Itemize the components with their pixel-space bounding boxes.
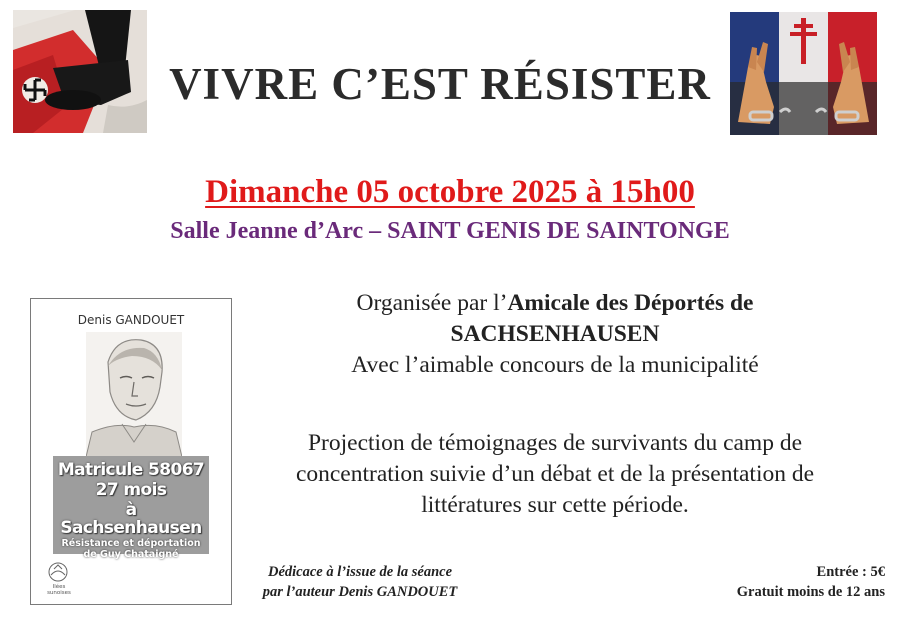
book-title-line: Matricule 58067 (57, 460, 205, 480)
entry-price: Entrée : 5€ (816, 564, 885, 580)
organisation-line-2 (265, 319, 845, 350)
book-cover (30, 298, 232, 605)
boot-swastika-image (13, 10, 147, 133)
organisation-line-3: Avec l’aimable concours de la municipalité (351, 352, 759, 378)
dedication-note (240, 562, 480, 602)
book-title-line: à Sachsenhausen (60, 500, 202, 538)
page-title: VIVRE C’EST RÉSISTER (169, 59, 711, 109)
event-venue: Salle Jeanne d’Arc – SAINT GENIS DE SAINTONGE (170, 218, 730, 244)
book-subtitle-line: de Guy Chataigné (83, 549, 179, 560)
projection-description (250, 428, 860, 521)
event-date: Dimanche 05 octobre 2025 à 15h00 (205, 174, 695, 210)
hands-breaking-chains-image (730, 12, 877, 135)
publisher-logo-icon (45, 561, 71, 583)
dedication-line: Dédicace à l’issue de la séance (267, 564, 453, 580)
pricing-info (700, 562, 885, 602)
organisation-name: Amicale des Déportés de (507, 290, 754, 316)
book-author: Denis GANDOUET (77, 313, 185, 327)
book-subtitle-line: Résistance et déportation (61, 538, 201, 549)
free-entry-note: Gratuit moins de 12 ans (736, 584, 885, 600)
projection-line: concentration suivie d’un débat et de la présentation de (295, 461, 815, 487)
publisher-name: Ilées sunoises (47, 584, 71, 596)
projection-line: littératures sur cette période. (421, 492, 689, 518)
organisation-prefix: Organisée par l’ (356, 290, 508, 316)
book-title-line: 27 mois (95, 480, 167, 500)
portrait-drawing (86, 332, 182, 457)
organisation-line-1 (265, 288, 845, 319)
projection-line: Projection de témoignages de survivants du camp de (307, 430, 803, 456)
organisation-block (265, 288, 845, 381)
book-subtitle (53, 538, 209, 560)
organisation-name-camp: SACHSENHAUSEN (450, 321, 660, 347)
dedication-line: par l’auteur Denis GANDOUET (262, 584, 458, 600)
